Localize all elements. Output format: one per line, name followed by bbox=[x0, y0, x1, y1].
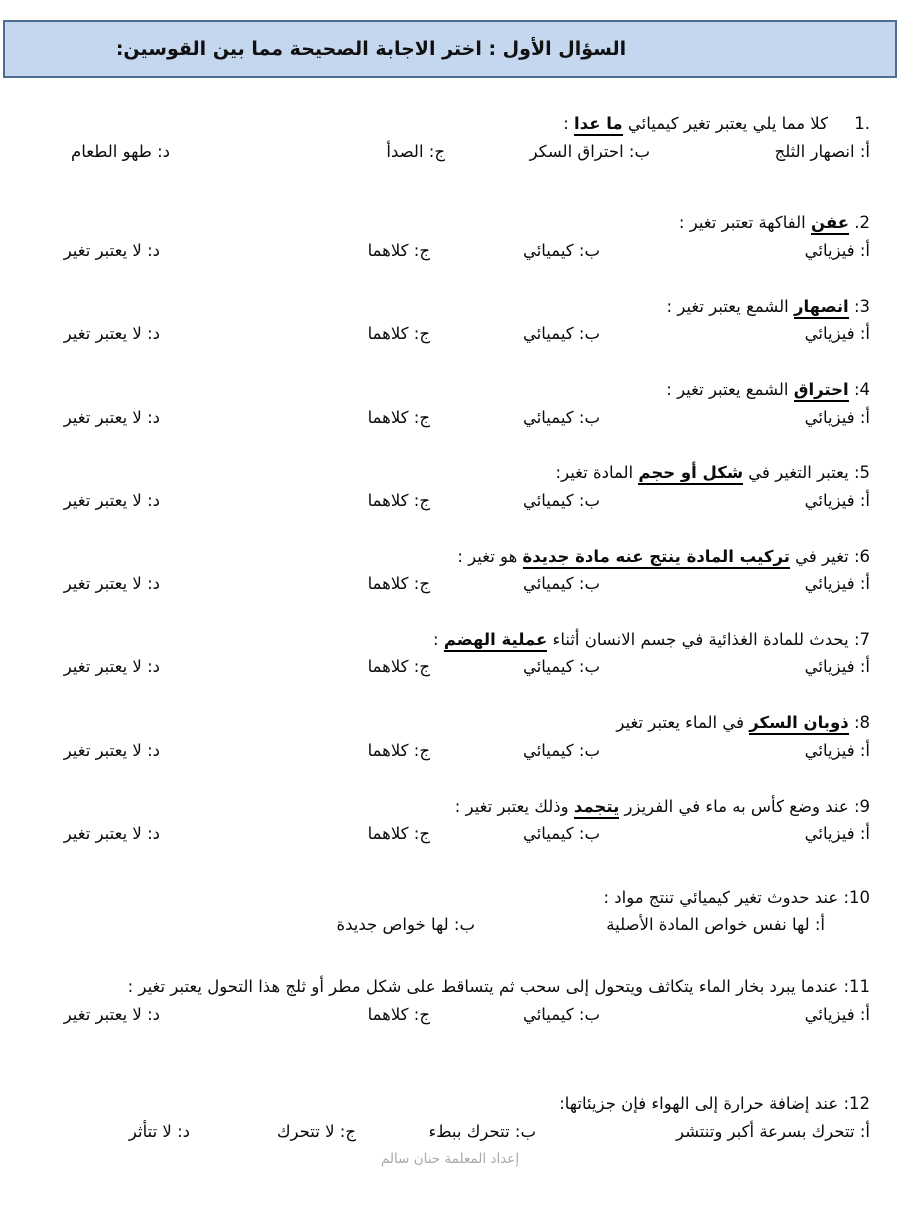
question-4 bbox=[30, 377, 870, 430]
question-9-post: وذلك يعتبر تغير : bbox=[454, 796, 574, 816]
question-3-post: الشمع يعتبر تغير : bbox=[666, 296, 794, 316]
question-6-number: 6: bbox=[853, 546, 870, 566]
question-6-option-c: ج: كلاهما bbox=[367, 574, 430, 594]
question-6-options bbox=[30, 572, 870, 597]
question-3 bbox=[30, 294, 870, 347]
question-6-option-a: أ: فيزيائي bbox=[804, 574, 870, 594]
question-7-option-b: ب: كيميائي bbox=[522, 657, 600, 677]
question-6 bbox=[30, 544, 870, 597]
question-9-pre: عند وضع كأس به ماء في الفريزر bbox=[619, 796, 854, 816]
question-3-options bbox=[30, 322, 870, 347]
question-5 bbox=[30, 460, 870, 513]
question-2-keyword: عفن bbox=[811, 213, 849, 235]
question-5-keyword: شكل أو حجم bbox=[638, 463, 743, 485]
question-4-option-c: ج: كلاهما bbox=[367, 407, 430, 427]
question-3-option-c: ج: كلاهما bbox=[367, 324, 430, 344]
question-1-keyword: ما عدا bbox=[574, 114, 623, 136]
question-11-pre: عندما يبرد بخار الماء يتكاثف ويتحول إلى سحب ثم يتساقط على شكل مطر أو ثلج هذا التحول يعتبر تغير : bbox=[127, 977, 844, 997]
question-10-pre: عند حدوث تغير كيميائي تنتج مواد : bbox=[603, 887, 844, 907]
question-8-option-c: ج: كلاهما bbox=[367, 740, 430, 760]
question-8-option-d: د: لا يعتبر تغير bbox=[63, 740, 160, 760]
question-3-text bbox=[30, 294, 870, 320]
question-9-option-a: أ: فيزيائي bbox=[804, 824, 870, 844]
question-4-options bbox=[30, 406, 870, 431]
question-2-option-a: أ: فيزيائي bbox=[804, 240, 870, 260]
question-1-option-d: د: طهو الطعام bbox=[70, 141, 170, 161]
question-7-keyword: عملية الهضم bbox=[444, 630, 548, 652]
question-8 bbox=[30, 710, 870, 763]
question-7 bbox=[30, 627, 870, 680]
question-8-text bbox=[30, 710, 870, 736]
question-4-option-d: د: لا يعتبر تغير bbox=[63, 407, 160, 427]
question-6-option-d: د: لا يعتبر تغير bbox=[63, 574, 160, 594]
question-9 bbox=[30, 794, 870, 847]
question-2-number: 2. bbox=[854, 213, 870, 233]
question-7-pre: يحدث للمادة الغذائية في جسم الانسان أثناء bbox=[547, 629, 854, 649]
question-5-options bbox=[30, 489, 870, 514]
question-11-option-b: ب: كيميائي bbox=[522, 1004, 600, 1024]
section-header-banner bbox=[3, 20, 897, 78]
question-6-keyword: تركيب المادة ينتج عنه مادة جديدة bbox=[523, 547, 790, 569]
question-5-text bbox=[30, 460, 870, 486]
question-12-number: 12: bbox=[843, 1094, 870, 1114]
question-1-text bbox=[30, 111, 870, 137]
question-1-option-b: ب: احتراق السكر bbox=[529, 141, 650, 161]
question-9-option-c: ج: كلاهما bbox=[367, 824, 430, 844]
question-3-option-d: د: لا يعتبر تغير bbox=[63, 324, 160, 344]
question-4-text bbox=[30, 377, 870, 403]
question-3-option-a: أ: فيزيائي bbox=[804, 324, 870, 344]
question-5-number: 5: bbox=[853, 463, 870, 483]
question-12-options bbox=[30, 1120, 870, 1145]
question-7-option-a: أ: فيزيائي bbox=[804, 657, 870, 677]
question-3-number: 3: bbox=[853, 296, 870, 316]
question-11-number: 11: bbox=[843, 977, 870, 997]
question-4-option-a: أ: فيزيائي bbox=[804, 407, 870, 427]
question-8-number: 8: bbox=[853, 713, 870, 733]
question-11-option-d: د: لا يعتبر تغير bbox=[63, 1004, 160, 1024]
question-12-option-b: ب: تتحرك ببطء bbox=[428, 1122, 536, 1141]
question-4-option-b: ب: كيميائي bbox=[522, 407, 600, 427]
question-1-option-c: ج: الصدأ bbox=[386, 141, 445, 161]
question-6-text bbox=[30, 544, 870, 570]
question-8-option-b: ب: كيميائي bbox=[522, 740, 600, 760]
question-4-number: 4: bbox=[853, 379, 870, 399]
question-12-text bbox=[30, 1091, 870, 1117]
question-11-text bbox=[30, 974, 870, 1000]
question-10-option-a: أ: لها نفس خواص المادة الأصلية bbox=[606, 915, 825, 935]
question-8-option-a: أ: فيزيائي bbox=[804, 740, 870, 760]
question-10-number: 10: bbox=[843, 887, 870, 907]
question-5-option-d: د: لا يعتبر تغير bbox=[63, 490, 160, 510]
question-10-text bbox=[30, 885, 870, 911]
question-12-option-c: ج: لا تتحرك bbox=[276, 1122, 356, 1141]
question-11-option-c: ج: كلاهما bbox=[367, 1004, 430, 1024]
question-11-options bbox=[30, 1003, 870, 1028]
questions-list bbox=[0, 78, 900, 1167]
question-9-option-d: د: لا يعتبر تغير bbox=[63, 824, 160, 844]
question-7-number: 7: bbox=[853, 629, 870, 649]
question-1-pre: كلا مما يلي يعتبر تغير كيميائي bbox=[622, 114, 855, 133]
question-2-option-d: د: لا يعتبر تغير bbox=[63, 240, 160, 260]
question-9-keyword: يتجمد bbox=[574, 797, 619, 819]
question-11 bbox=[30, 974, 870, 1027]
question-2-option-c: ج: كلاهما bbox=[367, 240, 430, 260]
question-8-options bbox=[30, 739, 870, 764]
question-2-option-b: ب: كيميائي bbox=[522, 240, 600, 260]
question-6-post: هو تغير : bbox=[457, 546, 523, 566]
question-2 bbox=[30, 210, 870, 263]
question-8-post: في الماء يعتبر تغير bbox=[616, 713, 750, 733]
question-8-keyword: ذوبان السكر bbox=[749, 713, 848, 735]
question-1-number: 1. bbox=[854, 114, 870, 133]
teacher-credit: إعداد المعلمة حنان سالم bbox=[380, 1150, 520, 1167]
question-7-option-d: د: لا يعتبر تغير bbox=[63, 657, 160, 677]
question-12-option-a: أ: تتحرك بسرعة أكبر وتنتشر bbox=[675, 1122, 870, 1141]
section-title: السؤال الأول : اختر الاجابة الصحيحة مما بين القوسين: bbox=[115, 38, 627, 60]
question-9-options bbox=[30, 822, 870, 847]
question-9-text bbox=[30, 794, 870, 820]
question-3-option-b: ب: كيميائي bbox=[522, 324, 600, 344]
question-1-options bbox=[30, 140, 870, 165]
worksheet-page bbox=[0, 20, 900, 1220]
question-7-option-c: ج: كلاهما bbox=[367, 657, 430, 677]
question-2-text bbox=[30, 210, 870, 236]
question-12-option-d: د: لا تتأثر bbox=[128, 1122, 190, 1141]
question-9-option-b: ب: كيميائي bbox=[522, 824, 600, 844]
question-12 bbox=[30, 1091, 870, 1144]
question-7-post: : bbox=[433, 629, 444, 649]
question-5-post: المادة تغير: bbox=[555, 463, 639, 483]
question-7-options bbox=[30, 655, 870, 680]
question-1-post: : bbox=[563, 114, 575, 133]
question-1 bbox=[30, 111, 870, 164]
question-2-options bbox=[30, 239, 870, 264]
question-3-keyword: انصهار bbox=[794, 297, 849, 319]
question-10-options bbox=[30, 913, 870, 938]
question-10 bbox=[30, 885, 870, 938]
question-9-number: 9: bbox=[853, 796, 870, 816]
question-5-pre: يعتبر التغير في bbox=[743, 463, 854, 483]
question-5-option-c: ج: كلاهما bbox=[367, 490, 430, 510]
question-7-text bbox=[30, 627, 870, 653]
question-1-option-a: أ: انصهار الثلج bbox=[774, 141, 870, 161]
question-2-post: الفاكهة تعتبر تغير : bbox=[678, 213, 811, 233]
question-6-option-b: ب: كيميائي bbox=[522, 574, 600, 594]
question-4-post: الشمع يعتبر تغير : bbox=[666, 379, 794, 399]
question-5-option-b: ب: كيميائي bbox=[522, 490, 600, 510]
question-11-option-a: أ: فيزيائي bbox=[804, 1004, 870, 1024]
question-5-option-a: أ: فيزيائي bbox=[804, 490, 870, 510]
question-10-option-b: ب: لها خواص جديدة bbox=[336, 915, 475, 935]
question-6-pre: تغير في bbox=[789, 546, 854, 566]
question-4-keyword: احتراق bbox=[794, 380, 849, 402]
question-12-pre: عند إضافة حرارة إلى الهواء فإن جزيئاتها: bbox=[559, 1094, 844, 1114]
